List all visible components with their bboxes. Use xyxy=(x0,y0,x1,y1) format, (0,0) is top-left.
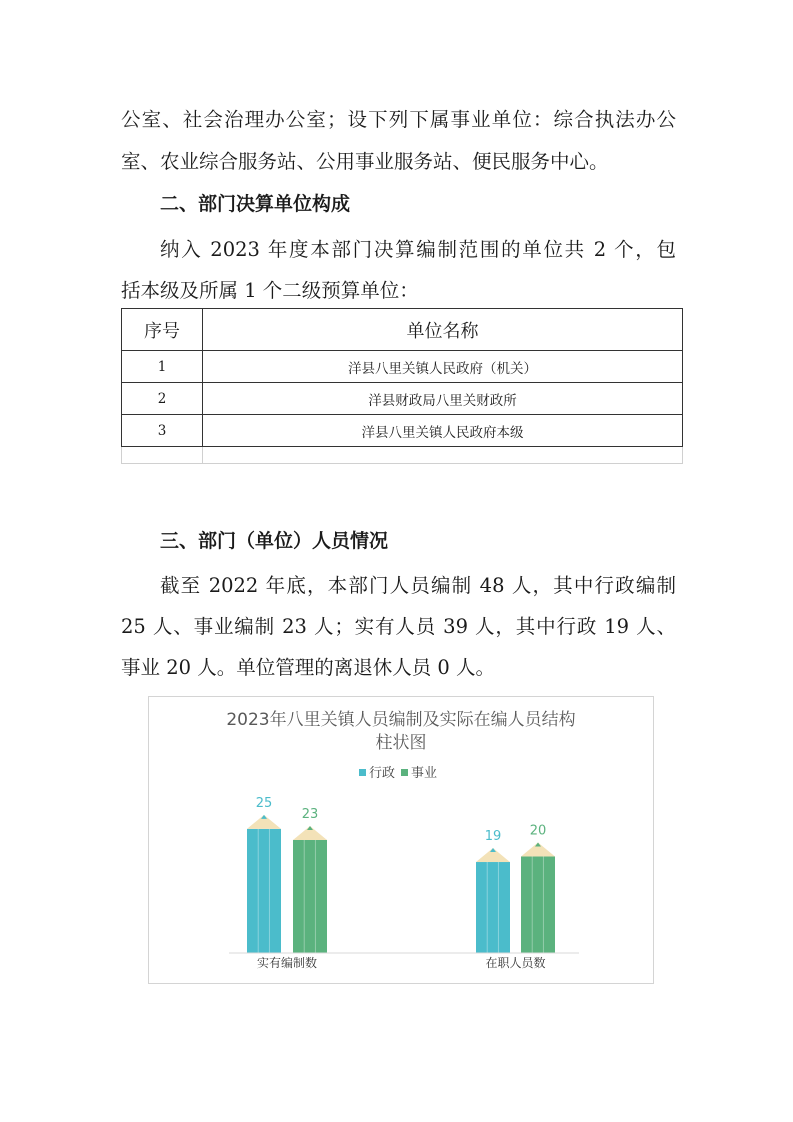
paragraph-line: 公室、社会治理办公室；设下列下属事业单位：综合执法办公 xyxy=(121,108,676,131)
table-row-empty xyxy=(122,447,683,464)
bar-value-label: 19 xyxy=(484,829,502,845)
bar xyxy=(476,848,510,953)
paragraph-line: 纳入 2023 年度本部门决算编制范围的单位共 2 个，包 xyxy=(160,238,676,261)
table-row xyxy=(122,351,683,383)
bar xyxy=(247,815,281,953)
paragraph-line: 截至 2022 年底，本部门人员编制 48 人，其中行政编制 xyxy=(160,574,676,597)
bar-body xyxy=(247,829,281,953)
chart-bars xyxy=(229,815,579,953)
table-cell-empty xyxy=(122,447,203,464)
table-row xyxy=(122,383,683,415)
category-label: 实有编制数 xyxy=(256,956,318,970)
table-header-name: 单位名称 xyxy=(203,309,683,351)
chart-legend xyxy=(359,765,437,781)
chart-title: 2023年八里关镇人员编制及实际在编人员结构 xyxy=(226,710,576,730)
table-cell-number: 2 xyxy=(122,383,203,415)
section-heading: 三、部门（单位）人员情况 xyxy=(160,530,389,552)
table-cell-name: 洋县八里关镇人民政府本级 xyxy=(203,415,683,447)
bar-body xyxy=(521,857,555,953)
unit-table xyxy=(121,308,683,464)
legend-label-1: 行政 xyxy=(369,766,396,781)
bar xyxy=(521,843,555,953)
chart-subtitle: 柱状图 xyxy=(375,733,427,753)
table-cell-number: 3 xyxy=(122,415,203,447)
table-header-number: 序号 xyxy=(122,309,203,351)
paragraph-line: 括本级及所属 1 个二级预算单位： xyxy=(121,279,419,302)
bar-value-label: 25 xyxy=(255,795,273,811)
bar-body xyxy=(293,840,327,953)
section-heading: 二、部门决算单位构成 xyxy=(160,193,351,215)
paragraph-line: 25 人、事业编制 23 人；实有人员 39 人，其中行政 19 人、 xyxy=(121,615,676,638)
table-cell-number: 1 xyxy=(122,351,203,383)
bar-value-label: 20 xyxy=(529,823,547,839)
paragraph-line: 事业 20 人。单位管理的离退休人员 0 人。 xyxy=(121,656,496,679)
table-header-row xyxy=(122,309,683,351)
table-cell-name: 洋县八里关镇人民政府（机关） xyxy=(203,351,683,383)
category-label: 在职人员数 xyxy=(485,956,546,970)
bar xyxy=(293,826,327,953)
table-row xyxy=(122,415,683,447)
legend-swatch-2 xyxy=(401,769,408,776)
table-cell-name: 洋县财政局八里关财政所 xyxy=(203,383,683,415)
legend-label-2: 事业 xyxy=(411,766,438,781)
staff-chart xyxy=(148,696,654,984)
legend-swatch-1 xyxy=(359,769,366,776)
bar-body xyxy=(476,862,510,953)
bar-value-label: 23 xyxy=(301,806,319,822)
paragraph-line: 室、农业综合服务站、公用事业服务站、便民服务中心。 xyxy=(121,150,609,173)
staff-chart-svg xyxy=(149,697,653,983)
table-cell-empty xyxy=(203,447,683,464)
